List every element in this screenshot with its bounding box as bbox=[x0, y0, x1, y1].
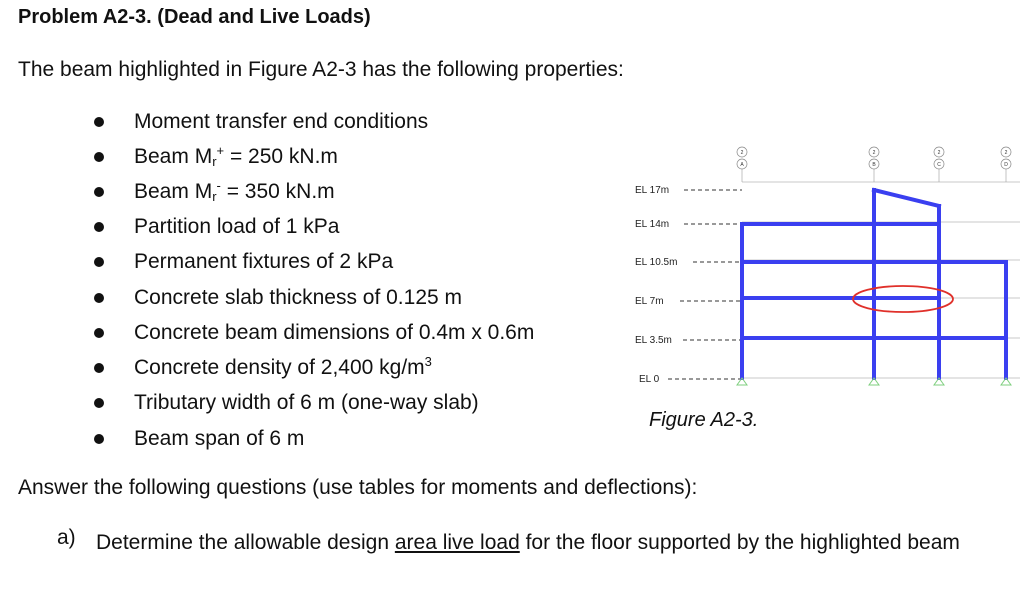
properties-list bbox=[0, 0, 600, 460]
bullet-icon bbox=[94, 117, 104, 127]
property-text: Beam span of 6 m bbox=[134, 427, 305, 450]
intro-text: The beam highlighted in Figure A2-3 has the following properties: bbox=[18, 58, 624, 81]
list-item bbox=[0, 318, 600, 348]
list-item bbox=[0, 212, 600, 242]
grid-bubble-b bbox=[869, 147, 879, 182]
bullet-icon bbox=[94, 398, 104, 408]
bullet-icon bbox=[94, 293, 104, 303]
list-item bbox=[0, 388, 600, 418]
bullet-icon bbox=[94, 434, 104, 444]
bullet-icon bbox=[94, 187, 104, 197]
list-item bbox=[0, 283, 600, 313]
list-item bbox=[0, 424, 600, 454]
bullet-icon bbox=[94, 222, 104, 232]
property-text: Concrete slab thickness of 0.125 m bbox=[134, 286, 463, 309]
elevation-label: EL 0 bbox=[639, 374, 660, 385]
grid-bubble-a bbox=[737, 147, 747, 182]
elevation-label: EL 7m bbox=[635, 296, 664, 307]
underlined-term: area live load bbox=[394, 531, 520, 554]
list-item bbox=[0, 353, 600, 383]
svg-text:A: A bbox=[740, 162, 744, 168]
figure-caption: Figure A2-3. bbox=[649, 409, 759, 431]
problem-title: Problem A2-3. (Dead and Live Loads) bbox=[18, 6, 371, 28]
property-text: Beam $M_r^+ = 250$ kN.m bbox=[134, 143, 338, 169]
grid-bubble-d bbox=[1001, 147, 1011, 182]
question-label: a) bbox=[57, 526, 76, 549]
list-item bbox=[0, 142, 600, 172]
answer-intro: Answer the following questions (use tables for moments and deflections): bbox=[18, 476, 698, 499]
list-item bbox=[0, 177, 600, 207]
bullet-icon bbox=[94, 257, 104, 267]
bullet-icon bbox=[94, 328, 104, 338]
frame-figure bbox=[620, 140, 1024, 400]
elevation-label: EL 3.5m bbox=[635, 335, 672, 346]
property-text: Concrete beam dimensions of 0.4m x 0.6m bbox=[134, 321, 535, 344]
roof-beam bbox=[874, 190, 939, 206]
property-text: Moment transfer end conditions bbox=[134, 110, 429, 133]
bullet-icon bbox=[94, 152, 104, 162]
grid-bubble-c bbox=[934, 147, 944, 182]
svg-text:2: 2 bbox=[872, 150, 876, 156]
svg-text:D: D bbox=[1004, 162, 1008, 168]
property-text: Concrete density of 2,400 $kg/m^3$ bbox=[134, 354, 432, 379]
property-text: Partition load of 1 kPa bbox=[134, 215, 340, 238]
bullet-icon bbox=[94, 363, 104, 373]
question-text: Determine the allowable design area live load for the floor supported by the highlighted beam bbox=[96, 531, 960, 554]
svg-text:2: 2 bbox=[1004, 150, 1008, 156]
property-text: Permanent fixtures of 2 kPa bbox=[134, 250, 394, 273]
elevation-label: EL 10.5m bbox=[635, 257, 678, 268]
elevation-label: EL 17m bbox=[635, 185, 670, 196]
property-text: Tributary width of 6 m (one-way slab) bbox=[134, 391, 479, 414]
svg-text:2: 2 bbox=[937, 150, 941, 156]
list-item bbox=[0, 247, 600, 277]
svg-text:2: 2 bbox=[740, 150, 744, 156]
svg-text:B: B bbox=[872, 162, 876, 168]
property-text: Beam $M_r^- = 350$ kN.m bbox=[134, 178, 335, 204]
list-item bbox=[0, 107, 600, 137]
elevation-label: EL 14m bbox=[635, 219, 670, 230]
svg-text:C: C bbox=[937, 162, 941, 168]
